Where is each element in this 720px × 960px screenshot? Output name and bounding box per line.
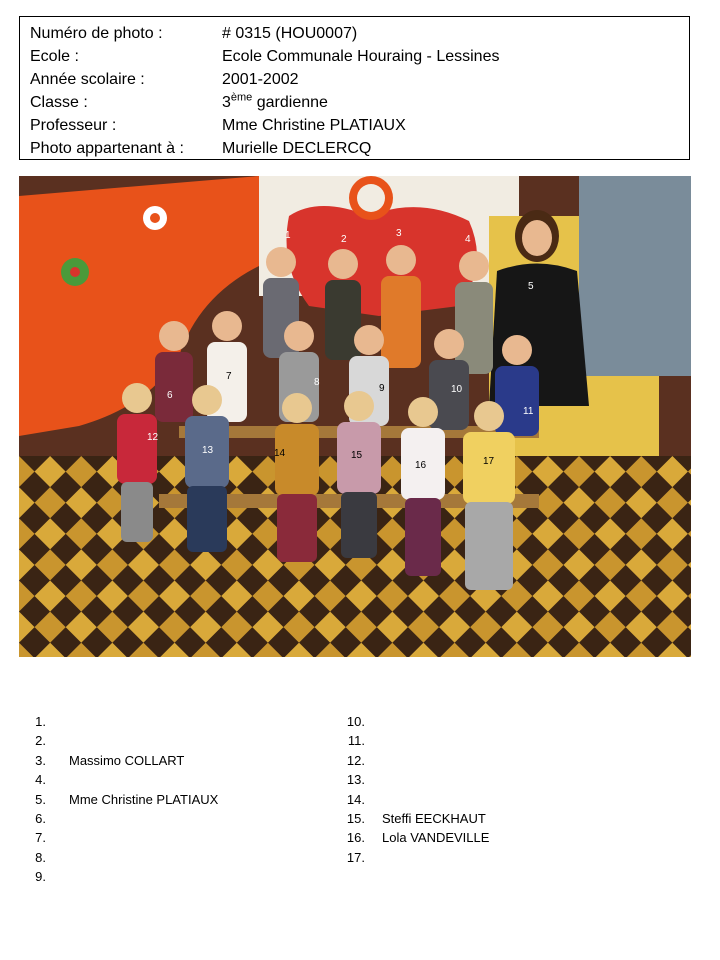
item-name <box>46 731 69 750</box>
info-row-class <box>30 91 689 114</box>
child-figure <box>381 245 421 368</box>
item-number: 13. <box>346 772 365 788</box>
item-number: 17. <box>346 849 365 865</box>
photo-marker: 2 <box>341 234 347 245</box>
photo-marker: 9 <box>379 383 385 394</box>
item-name <box>46 712 69 731</box>
item-number: 5. <box>35 791 46 807</box>
info-row-owner <box>30 137 689 160</box>
info-value: Ecole Communale Houraing - Lessines <box>222 48 500 65</box>
info-label: Classe : <box>30 94 88 111</box>
item-number: 3. <box>35 752 46 768</box>
photo-marker: 12 <box>147 432 159 443</box>
item-name <box>365 712 382 731</box>
clock-face <box>357 184 385 212</box>
item-number: 2. <box>35 733 46 749</box>
photo-marker: 16 <box>415 460 427 471</box>
list-item <box>341 731 489 750</box>
item-number: 6. <box>35 810 46 826</box>
class-superscript: ème <box>230 91 253 104</box>
info-row-school-year <box>30 68 689 91</box>
item-name <box>365 770 382 789</box>
info-row-teacher <box>30 114 689 137</box>
class-photo-illustration <box>19 176 691 657</box>
photo-marker: 6 <box>167 390 173 401</box>
window-grey <box>579 176 691 376</box>
item-number: 4. <box>35 772 46 788</box>
item-name: Massimo COLLART <box>69 752 185 768</box>
list-item <box>22 809 218 828</box>
photo-marker: 13 <box>202 445 214 456</box>
item-number: 1. <box>35 714 46 729</box>
item-name: Lola VANDEVILLE <box>382 830 490 846</box>
list-item <box>341 770 489 789</box>
photo-marker: 10 <box>451 384 463 395</box>
info-value <box>222 91 328 114</box>
info-label: Photo appartenant à : <box>30 140 184 157</box>
item-number: 9. <box>35 869 46 885</box>
class-photo <box>19 176 691 657</box>
list-item <box>22 828 218 847</box>
item-name <box>46 867 69 886</box>
item-number: 14. <box>346 791 365 807</box>
list-item <box>22 751 218 770</box>
info-label: Numéro de photo : <box>30 25 163 42</box>
item-number: 7. <box>35 830 46 846</box>
photo-marker: 14 <box>274 448 286 459</box>
item-name <box>365 848 382 867</box>
item-name <box>46 770 69 789</box>
names-list-left <box>22 712 218 887</box>
list-item <box>22 712 218 731</box>
info-label: Ecole : <box>30 48 79 65</box>
photo-marker: 5 <box>528 281 534 292</box>
item-number: 8. <box>35 849 46 865</box>
info-label: Année scolaire : <box>30 71 145 88</box>
photo-marker: 8 <box>314 377 320 388</box>
photo-marker: 15 <box>351 450 363 461</box>
list-item <box>341 712 489 731</box>
item-number: 16. <box>346 830 365 846</box>
item-name <box>46 809 69 828</box>
photo-marker: 7 <box>226 371 232 382</box>
list-item <box>22 731 218 750</box>
info-value: Mme Christine PLATIAUX <box>222 117 406 134</box>
info-value: # 0315 (HOU0007) <box>222 25 358 42</box>
info-row-school <box>30 45 689 68</box>
list-item <box>341 751 489 770</box>
class-rest: gardienne <box>252 94 328 111</box>
list-item <box>341 848 489 867</box>
photo-marker: 11 <box>523 406 534 417</box>
list-item <box>22 867 218 886</box>
list-item <box>341 809 489 828</box>
class-number: 3 <box>222 94 231 111</box>
info-value: 2001-2002 <box>222 71 299 88</box>
photo-marker: 3 <box>396 228 402 239</box>
teacher-face <box>522 220 552 256</box>
item-name <box>46 848 69 867</box>
item-name: Mme Christine PLATIAUX <box>69 791 219 807</box>
photo-marker: 1 <box>285 230 291 241</box>
item-number: 12. <box>346 752 365 768</box>
list-item <box>22 848 218 867</box>
item-name <box>365 731 382 750</box>
list-item <box>341 790 489 809</box>
child-figure <box>455 251 493 374</box>
info-row-photo-number <box>30 22 689 45</box>
photo-marker: 17 <box>483 456 495 467</box>
list-item <box>341 828 489 847</box>
info-label: Professeur : <box>30 117 117 134</box>
item-name <box>365 751 382 770</box>
child-figure <box>155 321 193 422</box>
names-list-right <box>341 712 489 867</box>
item-number: 10. <box>346 714 365 729</box>
item-name <box>46 828 69 847</box>
photo-info-box <box>19 16 690 160</box>
info-value: Murielle DECLERCQ <box>222 140 372 157</box>
item-number: 11. <box>347 733 365 749</box>
photo-marker: 4 <box>465 234 471 245</box>
item-number: 15. <box>346 810 365 826</box>
list-item <box>22 790 218 809</box>
item-name: Steffi EECKHAUT <box>382 810 486 826</box>
list-item <box>22 770 218 789</box>
item-name <box>365 790 382 809</box>
